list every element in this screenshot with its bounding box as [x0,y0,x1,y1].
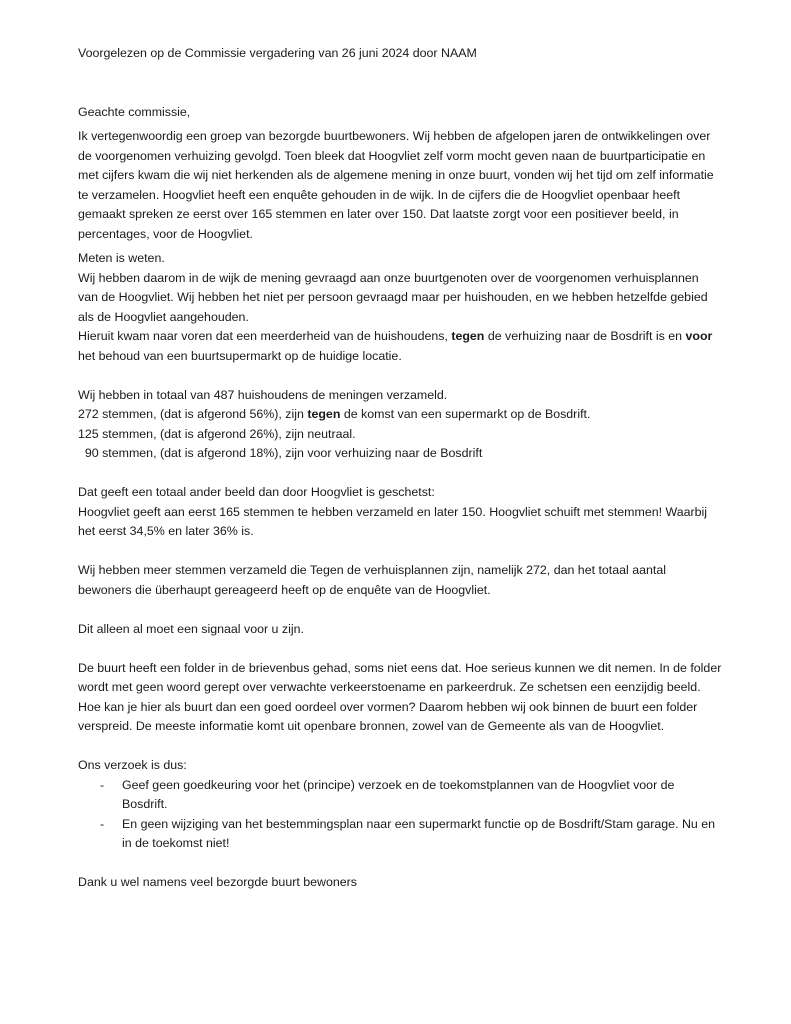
salutation: Geachte commissie, [78,104,191,119]
closing-line: Dank u wel namens veel bezorgde buurt bewoners [78,875,357,889]
folder-line: De buurt heeft een folder in de brievenbus gehad, soms niet eens dat. Hoe serieus kunnen we dit nemen. In de folder [78,660,722,675]
compare-paragraph [78,483,728,542]
bold-tegen: tegen [307,407,341,421]
totals-paragraph [78,386,728,464]
list-item [78,815,728,854]
request-list [78,776,728,854]
measure-result-line [78,327,728,347]
intro-line: gemaakt spreken ze eerst over 165 stemmen en later over 150. Dat laatste zorgt voor een positiever beeld, in [78,207,679,221]
totals-intro: Wij hebben in totaal van 487 huishoudens de meningen verzameld. [78,387,448,402]
more-votes-line: bewoners die überhaupt gereageerd heeft op de enquête van de Hoogvliet. [78,582,491,597]
measure-line: Wij hebben daarom in de wijk de mening gevraagd aan onze buurtgenoten over de voorgenomen verhuisplannen [78,270,699,285]
measure-heading: Meten is weten. [78,251,165,265]
result-text: de verhuizing naar de Bosdrift is en [484,329,686,343]
measure-line: als de Hoogvliet aangehouden. [78,309,249,324]
measure-result-line: het behoud van een buurtsupermarkt op de huidige locatie. [78,348,402,363]
intro-line: de voorgenomen verhuizing gevolgd. Toen bleek dat Hoogvliet zelf vorm mocht geven naan de buurtparticipatie en [78,148,706,163]
folder-paragraph [78,659,728,737]
bold-voor: voor [685,329,713,343]
measure-paragraph [78,249,728,366]
list-item-line: Geef geen goedkeuring voor het (principe) verzoek en de toekomstplannen van de Hoogvliet voor de [122,777,675,792]
list-item-line: in de toekomst niet! [122,836,230,850]
signal-paragraph: Dit alleen al moet een signaal voor u zijn. [78,621,304,636]
list-item-line: En geen wijziging van het bestemmingsplan naar een supermarkt functie op de Bosdrift/Stam garage. Nu en [122,816,716,831]
folder-line: wordt met geen woord gerept over verwachte verkeerstoename en parkeerdruk. Ze schetsen een eenzijdig beeld. [78,680,701,694]
measure-line: van de Hoogvliet. Wij hebben het niet per persoon gevraagd maar per huishouden, en we hebben hetzelfde gebied [78,290,708,304]
bullet-dash: - [100,816,105,831]
intro-line: percentages, voor de Hoogvliet. [78,226,253,241]
intro-line: te verzamelen. Hoogvliet heeft een enquête gehouden in de wijk. In de cijfers die de Hoogvliet openbaar heeft [78,187,681,202]
folder-line: verspreid. De meeste informatie komt uit openbare bronnen, zowel van de Gemeente als van de Hoogvliet. [78,719,665,733]
totals-line-neutral: 125 stemmen, (dat is afgerond 26%), zijn neutraal. [78,426,356,441]
list-item-line: Bosdrift. [122,797,168,811]
compare-line: Dat geeft een totaal ander beeld dan door Hoogvliet is geschetst: [78,485,435,499]
totals-text: de komst van een supermarkt op de Bosdrift. [340,407,591,421]
totals-line-against [78,405,728,425]
more-votes-line: Wij hebben meer stemmen verzameld die Tegen de verhuisplannen zijn, namelijk 272, dan het totaal aantal [78,563,666,577]
document-header: Voorgelezen op de Commissie vergadering van 26 juni 2024 door NAAM [78,46,477,60]
compare-line: het eerst 34,5% en later 36% is. [78,524,254,538]
list-item [78,776,728,815]
totals-text: 272 stemmen, (dat is afgerond 56%), zijn [78,407,308,421]
intro-line: Ik vertegenwoordig een groep van bezorgde buurtbewoners. Wij hebben de afgelopen jaren de ontwikkelingen over [78,129,711,143]
more-votes-paragraph [78,561,728,600]
compare-line: Hoogvliet geeft aan eerst 165 stemmen te hebben verzameld en later 150. Hoogvliet schuift met stemmen! Waarbij [78,504,708,519]
folder-line: Hoe kan je hier als buurt dan een goed oordeel over vormen? Daarom hebben wij ook binnen de buurt een folder [78,699,698,714]
document-page [78,44,728,893]
result-text: Hieruit kwam naar voren dat een meerderheid van de huishoudens, [78,329,452,343]
bold-tegen: tegen [451,329,485,343]
totals-line-for: 90 stemmen, (dat is afgerond 18%), zijn voor verhuizing naar de Bosdrift [78,446,483,460]
intro-line: met cijfers kwam die wij niet herkenden als de algemene mening in onze buurt, vonden wij het tijd om zelf informatie [78,168,714,182]
request-heading: Ons verzoek is dus: [78,758,187,772]
bullet-dash: - [100,777,105,792]
intro-paragraph [78,127,728,244]
